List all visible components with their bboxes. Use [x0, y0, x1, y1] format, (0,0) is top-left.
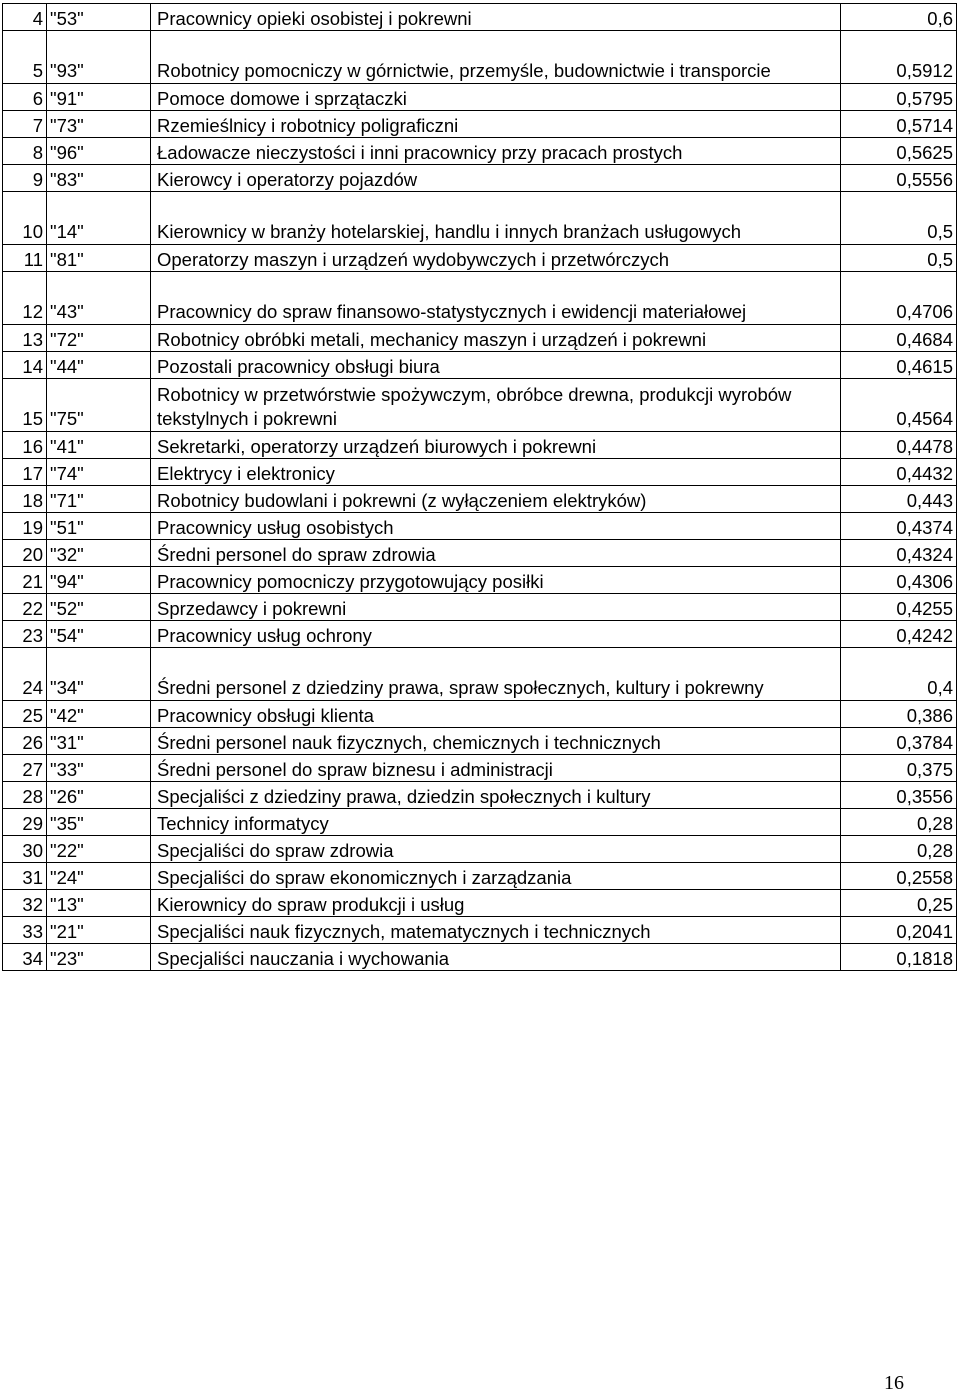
occupation-name: Specjaliści do spraw zdrowia	[151, 836, 841, 863]
occupation-value: 0,4242	[841, 621, 957, 648]
occupation-code: "22"	[47, 836, 151, 863]
table-row	[3, 701, 957, 728]
table-row	[3, 352, 957, 379]
occupation-value: 0,5625	[841, 138, 957, 165]
row-number: 28	[3, 782, 47, 809]
table-row	[3, 486, 957, 513]
table-row	[3, 272, 957, 325]
table-row	[3, 84, 957, 111]
row-number: 4	[3, 4, 47, 31]
row-number: 25	[3, 701, 47, 728]
occupation-name: Rzemieślnicy i robotnicy poligraficzni	[151, 111, 841, 138]
occupation-name: Średni personel do spraw zdrowia	[151, 540, 841, 567]
occupation-value: 0,28	[841, 809, 957, 836]
occupation-value: 0,4706	[841, 272, 957, 325]
row-number: 27	[3, 755, 47, 782]
row-number: 19	[3, 513, 47, 540]
row-number: 7	[3, 111, 47, 138]
table-row	[3, 594, 957, 621]
table-row	[3, 111, 957, 138]
occupation-code: "94"	[47, 567, 151, 594]
occupation-code: "53"	[47, 4, 151, 31]
row-number: 16	[3, 432, 47, 459]
occupation-code: "44"	[47, 352, 151, 379]
row-number: 6	[3, 84, 47, 111]
occupation-name: Robotnicy w przetwórstwie spożywczym, obróbce drewna, produkcji wyrobów tekstylnych i pokrewni	[151, 379, 841, 432]
occupation-code: "74"	[47, 459, 151, 486]
occupation-name: Kierownicy do spraw produkcji i usług	[151, 890, 841, 917]
occupation-value: 0,4374	[841, 513, 957, 540]
occupation-name: Robotnicy pomocniczy w górnictwie, przemyśle, budownictwie i transporcie	[151, 31, 841, 84]
table-row	[3, 192, 957, 245]
occupation-value: 0,6	[841, 4, 957, 31]
occupation-code: "81"	[47, 245, 151, 272]
row-number: 11	[3, 245, 47, 272]
occupation-name: Kierownicy w branży hotelarskiej, handlu i innych branżach usługowych	[151, 192, 841, 245]
occupation-code: "51"	[47, 513, 151, 540]
table-row	[3, 459, 957, 486]
occupation-name: Średni personel do spraw biznesu i administracji	[151, 755, 841, 782]
row-number: 31	[3, 863, 47, 890]
occupation-code: "21"	[47, 917, 151, 944]
table-row	[3, 863, 957, 890]
occupation-code: "13"	[47, 890, 151, 917]
occupation-name: Sekretarki, operatorzy urządzeń biurowych i pokrewni	[151, 432, 841, 459]
occupation-code: "71"	[47, 486, 151, 513]
row-number: 33	[3, 917, 47, 944]
occupation-value: 0,3784	[841, 728, 957, 755]
occupation-code: "34"	[47, 648, 151, 701]
occupation-code: "31"	[47, 728, 151, 755]
occupation-value: 0,5556	[841, 165, 957, 192]
occupation-name: Specjaliści do spraw ekonomicznych i zarządzania	[151, 863, 841, 890]
row-number: 29	[3, 809, 47, 836]
occupation-name: Pracownicy usług ochrony	[151, 621, 841, 648]
occupation-code: "23"	[47, 944, 151, 971]
occupation-name: Pracownicy obsługi klienta	[151, 701, 841, 728]
table-row	[3, 540, 957, 567]
occupation-value: 0,5912	[841, 31, 957, 84]
occupation-code: "83"	[47, 165, 151, 192]
occupation-code: "42"	[47, 701, 151, 728]
occupation-code: "93"	[47, 31, 151, 84]
table-row	[3, 836, 957, 863]
row-number: 20	[3, 540, 47, 567]
occupation-code: "32"	[47, 540, 151, 567]
occupation-value: 0,386	[841, 701, 957, 728]
occupation-name: Robotnicy budowlani i pokrewni (z wyłączeniem elektryków)	[151, 486, 841, 513]
occupation-value: 0,28	[841, 836, 957, 863]
occupation-code: "26"	[47, 782, 151, 809]
occupation-value: 0,5795	[841, 84, 957, 111]
occupation-value: 0,4432	[841, 459, 957, 486]
row-number: 34	[3, 944, 47, 971]
row-number: 12	[3, 272, 47, 325]
occupation-table-body	[3, 4, 957, 971]
table-row	[3, 890, 957, 917]
row-number: 23	[3, 621, 47, 648]
row-number: 17	[3, 459, 47, 486]
occupation-name: Pracownicy pomocniczy przygotowujący posiłki	[151, 567, 841, 594]
row-number: 24	[3, 648, 47, 701]
table-row	[3, 513, 957, 540]
occupation-value: 0,4	[841, 648, 957, 701]
occupation-name: Operatorzy maszyn i urządzeń wydobywczych i przetwórczych	[151, 245, 841, 272]
occupation-code: "75"	[47, 379, 151, 432]
occupation-name: Specjaliści nauk fizycznych, matematycznych i technicznych	[151, 917, 841, 944]
table-row	[3, 31, 957, 84]
occupation-value: 0,5714	[841, 111, 957, 138]
occupation-value: 0,4684	[841, 325, 957, 352]
occupation-name: Specjaliści z dziedziny prawa, dziedzin społecznych i kultury	[151, 782, 841, 809]
row-number: 15	[3, 379, 47, 432]
occupation-code: "41"	[47, 432, 151, 459]
occupation-code: "35"	[47, 809, 151, 836]
occupation-name: Technicy informatycy	[151, 809, 841, 836]
occupation-name: Pomoce domowe i sprzątaczki	[151, 84, 841, 111]
occupation-code: "96"	[47, 138, 151, 165]
occupation-name: Kierowcy i operatorzy pojazdów	[151, 165, 841, 192]
table-row	[3, 621, 957, 648]
table-row	[3, 728, 957, 755]
occupation-value: 0,443	[841, 486, 957, 513]
occupation-value: 0,4615	[841, 352, 957, 379]
row-number: 26	[3, 728, 47, 755]
row-number: 32	[3, 890, 47, 917]
occupation-name: Pracownicy do spraw finansowo-statystycznych i ewidencji materiałowej	[151, 272, 841, 325]
occupation-value: 0,3556	[841, 782, 957, 809]
occupation-name: Średni personel z dziedziny prawa, spraw społecznych, kultury i pokrewny	[151, 648, 841, 701]
occupation-name: Pozostali pracownicy obsługi biura	[151, 352, 841, 379]
occupation-code: "14"	[47, 192, 151, 245]
table-row	[3, 4, 957, 31]
table-row	[3, 809, 957, 836]
occupation-value: 0,2558	[841, 863, 957, 890]
table-row	[3, 944, 957, 971]
table-row	[3, 432, 957, 459]
row-number: 8	[3, 138, 47, 165]
occupation-code: "91"	[47, 84, 151, 111]
occupation-value: 0,4478	[841, 432, 957, 459]
occupation-code: "72"	[47, 325, 151, 352]
table-row	[3, 755, 957, 782]
occupation-code: "43"	[47, 272, 151, 325]
occupation-value: 0,1818	[841, 944, 957, 971]
row-number: 22	[3, 594, 47, 621]
table-row	[3, 782, 957, 809]
row-number: 21	[3, 567, 47, 594]
occupation-name: Elektrycy i elektronicy	[151, 459, 841, 486]
occupation-name: Pracownicy usług osobistych	[151, 513, 841, 540]
table-row	[3, 165, 957, 192]
occupation-value: 0,5	[841, 245, 957, 272]
occupation-code: "24"	[47, 863, 151, 890]
occupation-code: "54"	[47, 621, 151, 648]
row-number: 18	[3, 486, 47, 513]
table-row	[3, 648, 957, 701]
table-row	[3, 325, 957, 352]
occupation-code: "33"	[47, 755, 151, 782]
table-row	[3, 245, 957, 272]
row-number: 5	[3, 31, 47, 84]
occupation-value: 0,2041	[841, 917, 957, 944]
occupation-value: 0,4564	[841, 379, 957, 432]
table-row	[3, 917, 957, 944]
occupation-value: 0,5	[841, 192, 957, 245]
row-number: 13	[3, 325, 47, 352]
row-number: 30	[3, 836, 47, 863]
occupation-name: Specjaliści nauczania i wychowania	[151, 944, 841, 971]
occupation-name: Pracownicy opieki osobistej i pokrewni	[151, 4, 841, 31]
table-row	[3, 138, 957, 165]
row-number: 10	[3, 192, 47, 245]
row-number: 14	[3, 352, 47, 379]
table-row	[3, 567, 957, 594]
page-number: 16	[884, 1372, 904, 1394]
occupation-name: Sprzedawcy i pokrewni	[151, 594, 841, 621]
row-number: 9	[3, 165, 47, 192]
occupation-code: "73"	[47, 111, 151, 138]
occupation-value: 0,25	[841, 890, 957, 917]
occupation-value: 0,4306	[841, 567, 957, 594]
occupation-name: Ładowacze nieczystości i inni pracownicy przy pracach prostych	[151, 138, 841, 165]
occupation-table	[2, 3, 957, 971]
table-row	[3, 379, 957, 432]
occupation-value: 0,4255	[841, 594, 957, 621]
occupation-value: 0,375	[841, 755, 957, 782]
occupation-value: 0,4324	[841, 540, 957, 567]
occupation-name: Robotnicy obróbki metali, mechanicy maszyn i urządzeń i pokrewni	[151, 325, 841, 352]
occupation-name: Średni personel nauk fizycznych, chemicznych i technicznych	[151, 728, 841, 755]
occupation-code: "52"	[47, 594, 151, 621]
